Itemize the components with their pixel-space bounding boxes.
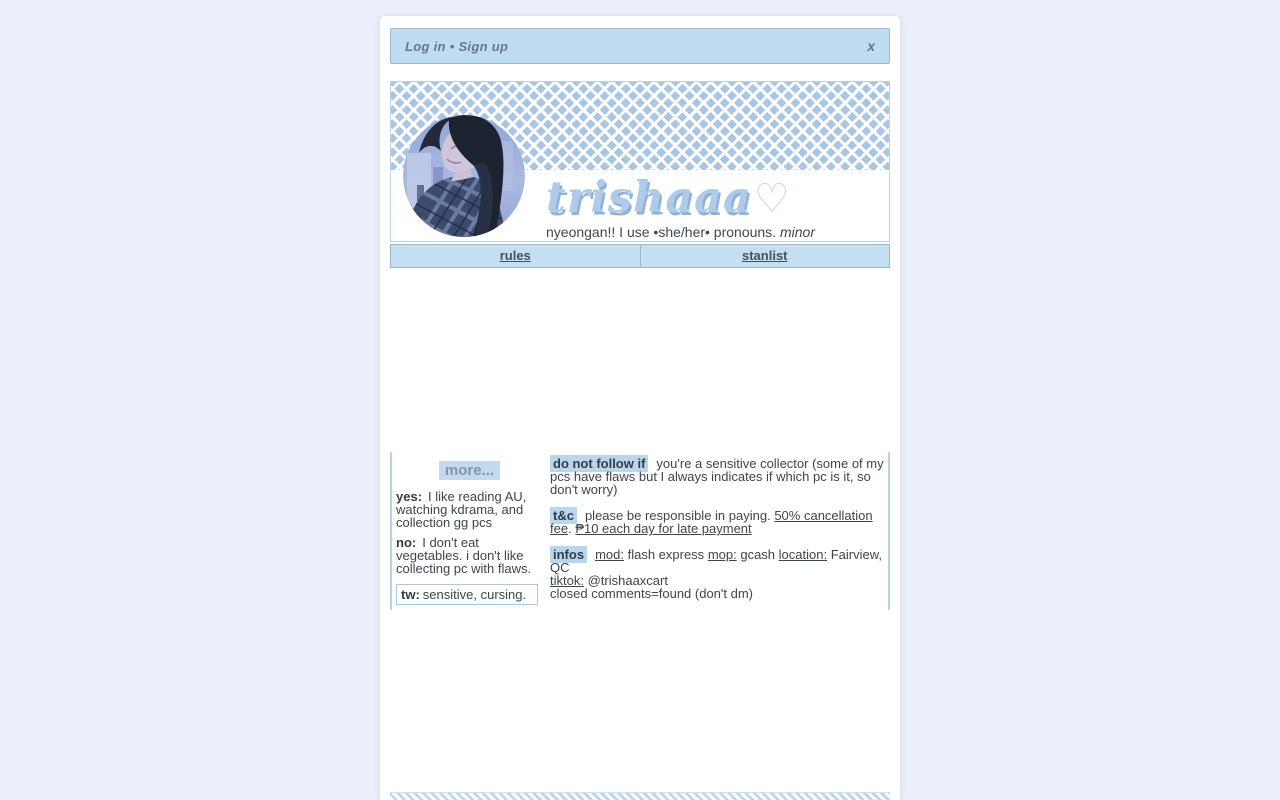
tiktok-key: tiktok: xyxy=(550,573,584,588)
profile-photo-illustration xyxy=(403,115,525,237)
dnfi-paragraph: do not follow if you're a sensitive collector (some of my pcs have flaws but I always indicates if which pc is it, so don't worry) xyxy=(550,456,884,497)
tw-label: tw: xyxy=(401,587,420,602)
tw-box: tw: sensitive, cursing. xyxy=(396,584,538,605)
no-label: no: xyxy=(396,535,417,550)
mop-key: mop: xyxy=(707,547,737,562)
tab-stanlist[interactable]: stanlist xyxy=(640,245,890,267)
tnc-paragraph: t&c please be responsible in paying. 50% cancellation fee. ₱10 each day for late payment xyxy=(550,508,873,536)
heart-icon: ♡ xyxy=(753,176,791,222)
more-heading: more... xyxy=(439,461,500,480)
mod-key: mod: xyxy=(595,547,624,562)
about-column xyxy=(396,452,543,610)
page-card xyxy=(380,16,900,800)
closed-comments-note: closed comments=found (don't dm) xyxy=(550,586,753,601)
infos-paragraph: infos mod: flash express mop: gcash location: Fairview, QC tiktok: @trishaaxcart closed comments=found (don't dm) xyxy=(550,547,883,601)
infos-label: infos xyxy=(550,546,587,563)
location-key: location: xyxy=(778,547,828,562)
profile-name: trishaaa xyxy=(546,173,752,223)
login-signup-link[interactable]: Log in • Sign up xyxy=(405,38,509,54)
content-panel xyxy=(390,452,890,610)
tnc-label: t&c xyxy=(550,507,577,524)
profile-name-block xyxy=(546,175,815,241)
tab-rules[interactable]: rules xyxy=(499,248,531,263)
page-title xyxy=(546,175,815,223)
profile-bio: nyeongan!! I use •she/her• pronouns. minor xyxy=(546,224,815,240)
late-payment-term: ₱10 each day for late payment xyxy=(575,521,752,536)
tiktok-handle: @trishaaxcart xyxy=(587,573,668,588)
yes-label: yes: xyxy=(396,489,423,504)
footer-pattern xyxy=(390,792,890,800)
rules-column xyxy=(550,452,886,610)
yes-paragraph: yes: I like reading AU, watching kdrama, and collection gg pcs xyxy=(396,489,527,530)
profile-header xyxy=(390,81,890,242)
cancellation-fee-term: 50% cancellation fee xyxy=(550,508,873,536)
tab-bar xyxy=(390,244,890,268)
dnfi-label: do not follow if xyxy=(550,455,648,472)
login-bar xyxy=(390,28,890,64)
no-paragraph: no: I don't eat vegetables. i don't like collecting pc with flaws. xyxy=(396,535,532,576)
close-icon[interactable]: x xyxy=(867,38,875,54)
more-heading-row xyxy=(396,461,543,480)
profile-photo xyxy=(403,115,525,237)
